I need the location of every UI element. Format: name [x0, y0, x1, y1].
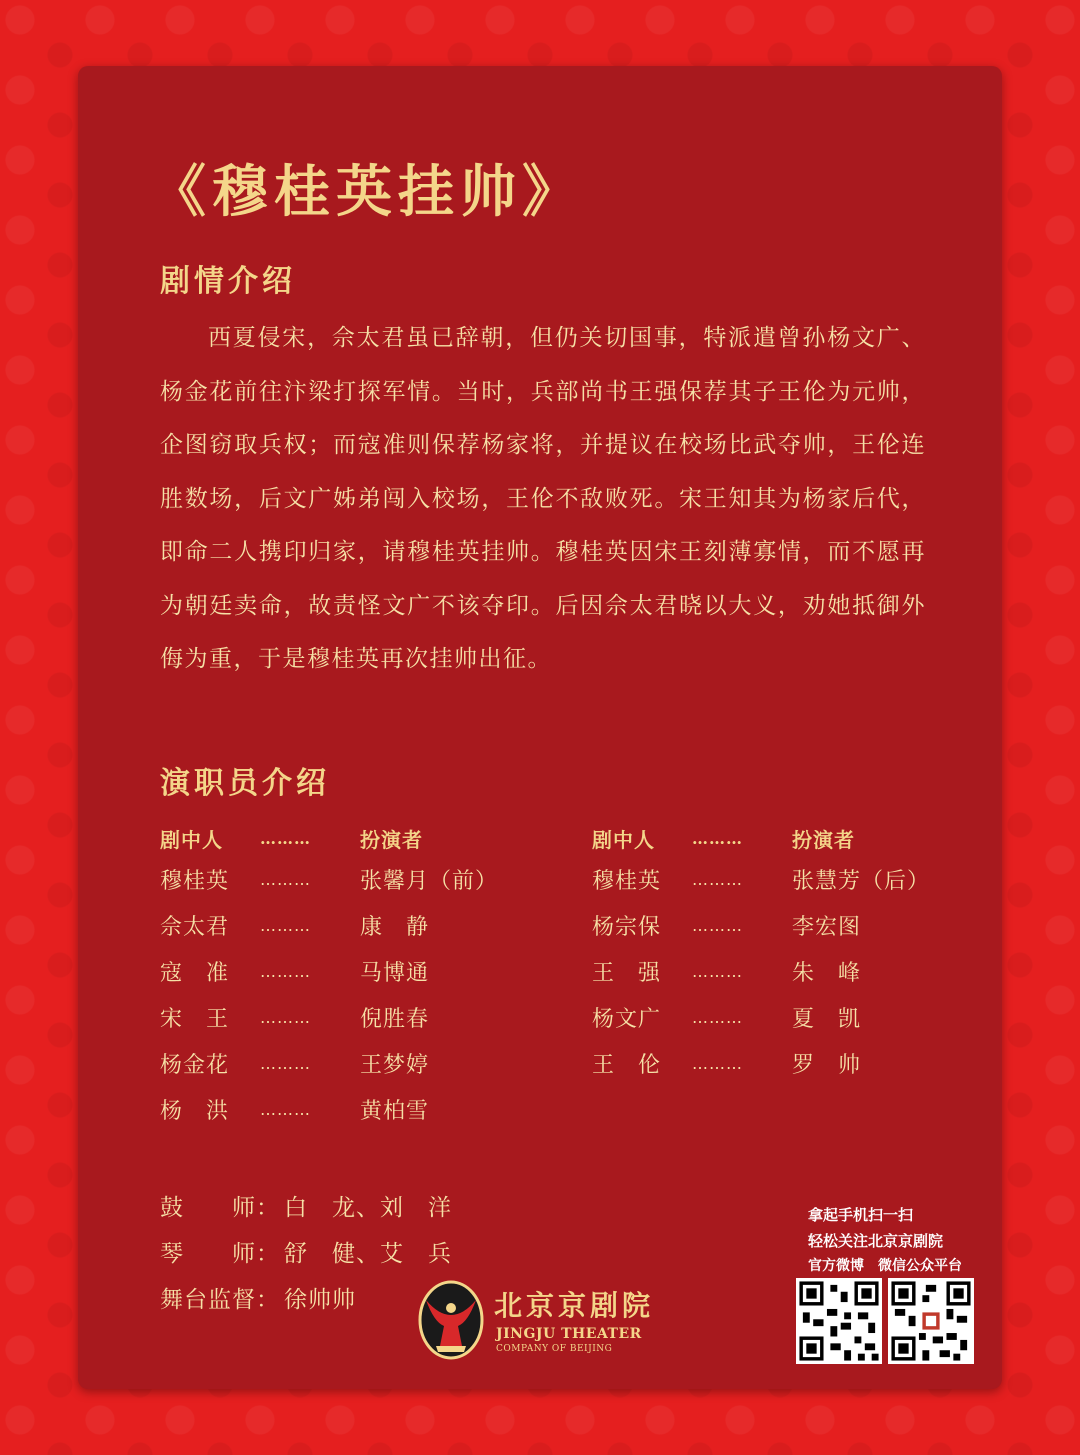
logo-english-name: JINGJU THEATER — [496, 1326, 642, 1342]
cast-role: 寇 准 — [160, 960, 230, 986]
cast-row — [160, 1040, 560, 1086]
crew-label: 舞台监督： — [160, 1286, 280, 1313]
cast-column-left — [160, 820, 560, 1132]
synopsis-heading: 剧情介绍 — [160, 264, 296, 299]
crew-row — [160, 1274, 452, 1320]
cast-role: 杨宗保 — [592, 914, 662, 940]
col-dots-header: ……… — [692, 828, 743, 848]
crew-list — [160, 1182, 452, 1320]
cast-dots: ……… — [260, 1099, 311, 1119]
cast-row — [592, 902, 992, 948]
cast-row — [160, 856, 560, 902]
cast-dots: ……… — [260, 1007, 311, 1027]
crew-row — [160, 1182, 452, 1228]
cast-heading: 演职员介绍 — [160, 766, 330, 801]
cast-role: 王 强 — [592, 960, 662, 986]
cast-header-row — [592, 820, 992, 856]
cast-actor: 康 静 — [360, 914, 430, 940]
page-title: 《穆桂英挂帅》 — [150, 159, 584, 225]
cast-row — [592, 856, 992, 902]
cast-dots: ……… — [260, 1053, 311, 1073]
crew-label: 鼓 师： — [160, 1194, 280, 1221]
theater-logo — [418, 1280, 678, 1360]
logo-english-subtitle: COMPANY OF BEIJING — [496, 1344, 613, 1354]
cast-actor: 张慧芳（后） — [792, 868, 931, 894]
cast-actor: 朱 峰 — [792, 960, 862, 986]
col-dots-header: ……… — [260, 828, 311, 848]
cast-row — [592, 948, 992, 994]
qr-caption-line2: 轻松关注北京京剧院 — [808, 1232, 944, 1250]
cast-actor: 马博通 — [360, 960, 430, 986]
crew-label: 琴 师： — [160, 1240, 280, 1267]
logo-chinese-name: 北京京剧院 — [494, 1289, 655, 1322]
col-actor-header: 扮演者 — [792, 827, 855, 852]
cast-role: 王 伦 — [592, 1052, 662, 1078]
cast-role: 杨金花 — [160, 1052, 230, 1078]
cast-dots: ……… — [692, 961, 743, 981]
crew-row — [160, 1228, 452, 1274]
cast-role: 佘太君 — [160, 914, 230, 940]
cast-column-right — [592, 820, 992, 1086]
wechat-qr-code[interactable] — [888, 1278, 974, 1364]
cast-actor: 夏 凯 — [792, 1006, 862, 1032]
cast-role: 穆桂英 — [160, 868, 230, 894]
theater-logo-icon — [418, 1280, 484, 1360]
cast-actor: 黄柏雪 — [360, 1098, 430, 1124]
col-actor-header: 扮演者 — [360, 827, 423, 852]
qr-label-weibo: 官方微博 — [808, 1258, 864, 1274]
cast-dots: ……… — [260, 961, 311, 981]
cast-actor: 张馨月（前） — [360, 868, 499, 894]
cast-role: 杨 洪 — [160, 1098, 230, 1124]
qr-label-wechat: 微信公众平台 — [878, 1258, 962, 1274]
cast-actor: 李宏图 — [792, 914, 862, 940]
crew-names: 白 龙、刘 洋 — [284, 1194, 452, 1221]
cast-dots: ……… — [692, 915, 743, 935]
cast-dots: ……… — [692, 1053, 743, 1073]
cast-actor: 倪胜春 — [360, 1006, 430, 1032]
crew-names: 徐帅帅 — [284, 1286, 356, 1313]
qr-code-icon — [888, 1278, 974, 1364]
cast-row — [160, 994, 560, 1040]
qr-labels — [790, 1254, 990, 1278]
cast-role: 宋 王 — [160, 1006, 230, 1032]
crew-names: 舒 健、艾 兵 — [284, 1240, 452, 1267]
cast-row — [160, 1086, 560, 1132]
cast-header-row — [160, 820, 560, 856]
cast-role: 穆桂英 — [592, 868, 662, 894]
cast-role: 杨文广 — [592, 1006, 662, 1032]
qr-caption-line1: 拿起手机扫一扫 — [808, 1206, 914, 1224]
cast-dots: ……… — [260, 915, 311, 935]
qr-section — [790, 1202, 990, 1278]
cast-row — [160, 948, 560, 994]
qr-code-icon — [796, 1278, 882, 1364]
col-role-header: 剧中人 — [160, 827, 223, 852]
col-role-header: 剧中人 — [592, 827, 655, 852]
cast-dots: ……… — [692, 1007, 743, 1027]
synopsis-text: 西夏侵宋，佘太君虽已辞朝，但仍关切国事，特派遣曾孙杨文广、杨金花前往汴梁打探军情。当时，兵部尚书王强保荐其子王伦为元帅，企图窃取兵权；而寇准则保荐杨家将，并提议在校场比武夺帅，王伦连胜数场，后文广姊弟闯入校场，王伦不敌败死。宋王知其为杨家后代，即命二人携印归家，请穆桂英挂帅。穆桂英因宋王刻薄寡情，而不愿再为朝廷卖命，故责怪文广不该夺印。后因佘太君晓以大义，劝她抵御外侮为重，于是穆桂英再次挂帅出征。 — [160, 325, 926, 672]
cast-actor: 王梦婷 — [360, 1052, 430, 1078]
weibo-qr-code[interactable] — [796, 1278, 882, 1364]
cast-row — [592, 994, 992, 1040]
cast-dots: ……… — [692, 869, 743, 889]
cast-row — [592, 1040, 992, 1086]
cast-row — [160, 902, 560, 948]
cast-actor: 罗 帅 — [792, 1052, 862, 1078]
cast-dots: ……… — [260, 869, 311, 889]
